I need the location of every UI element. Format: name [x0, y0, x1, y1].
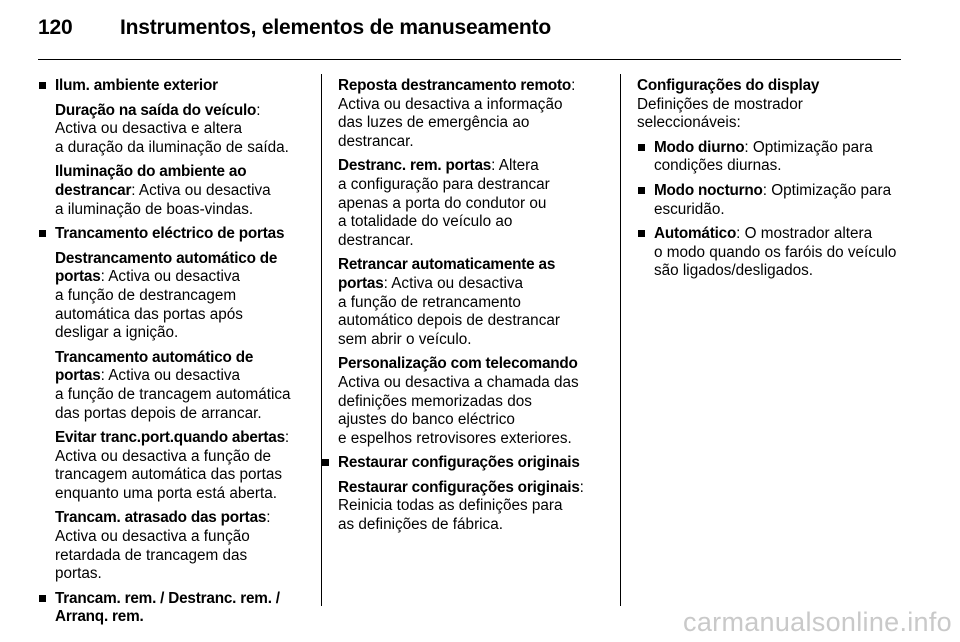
setting-term: Trancam. atrasado das portas	[55, 509, 267, 527]
setting-description: : Reinicia todas as definições para as definições de fábrica.	[338, 478, 584, 534]
setting-description: : Activa ou desactiva a função de trancagem automática das portas enquanto uma porta está aberta.	[55, 429, 290, 502]
setting-description: : Activa ou desactiva a função retardada de trancagem das portas.	[55, 509, 271, 583]
setting-item	[338, 157, 610, 250]
bullet-square-icon	[638, 187, 645, 194]
setting-description: : Activa ou desactiva a função de destrancagem automática das portas após desligar a ignição.	[55, 268, 243, 342]
option-item	[654, 182, 905, 219]
option-term: Modo diurno	[654, 138, 745, 156]
column-2	[338, 77, 610, 541]
bullet-square-icon	[322, 459, 329, 466]
section-intro: Definições de mostrador seleccionáveis:	[637, 95, 803, 132]
bullet-square-icon	[638, 144, 645, 151]
option-night-mode	[637, 182, 905, 219]
header-rule	[38, 59, 901, 60]
setting-description: : Activa ou desactiva a função de trancagem automática das portas depois de arrancar.	[55, 367, 291, 422]
page-number: 120	[38, 16, 73, 39]
column-3	[620, 77, 905, 287]
setting-term: Iluminação do ambiente ao destrancar	[55, 163, 247, 199]
setting-term: Restaurar configurações originais	[338, 478, 580, 496]
setting-term: Evitar tranc.port.quando abertas	[55, 429, 285, 447]
bullet-square-icon	[39, 230, 46, 237]
watermark-text: carmanualsonline.info	[683, 607, 952, 637]
setting-description: : Activa ou desactiva e altera a duração da iluminação de saída.	[55, 101, 289, 156]
bullet-square-icon	[39, 595, 46, 602]
page-header	[38, 16, 551, 40]
setting-term: Trancamento automático de portas	[55, 348, 254, 385]
section-exterior-lighting	[38, 77, 310, 219]
section-restore-defaults	[321, 454, 610, 534]
setting-item	[55, 509, 310, 583]
section-title: Restaurar configurações originais	[338, 454, 580, 472]
setting-item	[338, 479, 610, 535]
setting-item	[338, 77, 610, 151]
bullet-square-icon	[638, 230, 645, 237]
section-title: Trancamento eléctrico de portas	[55, 225, 285, 243]
setting-item	[55, 429, 310, 503]
setting-description: : Activa ou desactiva a informação das luzes de emergência ao destrancar.	[338, 77, 576, 150]
option-description: : O mostrador altera o modo quando os faróis do veículo são ligados/desligados.	[654, 225, 897, 280]
setting-description: : Activa ou desactiva a função de retrancamento automático depois de destrancar sem abrir o veículo.	[338, 274, 560, 348]
setting-description: : Activa ou desactiva a iluminação de boas-vindas.	[55, 181, 271, 218]
option-term: Modo nocturno	[654, 181, 763, 199]
section-title: Trancam. rem. / Destranc. rem. / Arranq. rem.	[55, 589, 280, 626]
section-title: Ilum. ambiente exterior	[55, 77, 218, 94]
setting-item	[55, 250, 310, 343]
setting-item	[338, 256, 610, 349]
setting-description: Activa ou desactiva a chamada das definições memorizadas dos ajustes do banco eléctrico e espelhos retrovisores exteriores.	[338, 373, 579, 447]
option-item	[654, 139, 905, 176]
bullet-square-icon	[39, 82, 46, 89]
setting-term: Destranc. rem. portas	[338, 157, 492, 175]
section-remote-lock	[38, 590, 310, 627]
option-term: Automático	[654, 225, 737, 243]
setting-item	[338, 355, 610, 448]
setting-term: Duração na saída do veículo	[55, 101, 257, 119]
section-power-door-locks	[38, 225, 310, 584]
option-automatic	[637, 225, 905, 281]
option-description: : Optimização para condições diurnas.	[654, 138, 873, 175]
setting-item	[55, 163, 310, 219]
setting-item	[55, 349, 310, 423]
option-item	[654, 225, 905, 281]
setting-term: Retrancar automaticamente as portas	[338, 256, 556, 292]
section-title: Configurações do display	[637, 77, 820, 94]
setting-description: : Altera a configuração para destrancar apenas a porta do condutor ou a totalidade do veículo ao destrancar.	[338, 157, 550, 249]
setting-item	[55, 102, 310, 158]
option-description: : Optimização para escuridão.	[654, 181, 892, 218]
setting-term: Personalização com telecomando	[338, 355, 578, 373]
option-day-mode	[637, 139, 905, 176]
setting-term: Reposta destrancamento remoto	[338, 77, 572, 94]
setting-term: Destrancamento automático de portas	[55, 249, 278, 286]
column-1	[38, 77, 310, 633]
page-title: Instrumentos, elementos de manuseamento	[120, 16, 551, 39]
